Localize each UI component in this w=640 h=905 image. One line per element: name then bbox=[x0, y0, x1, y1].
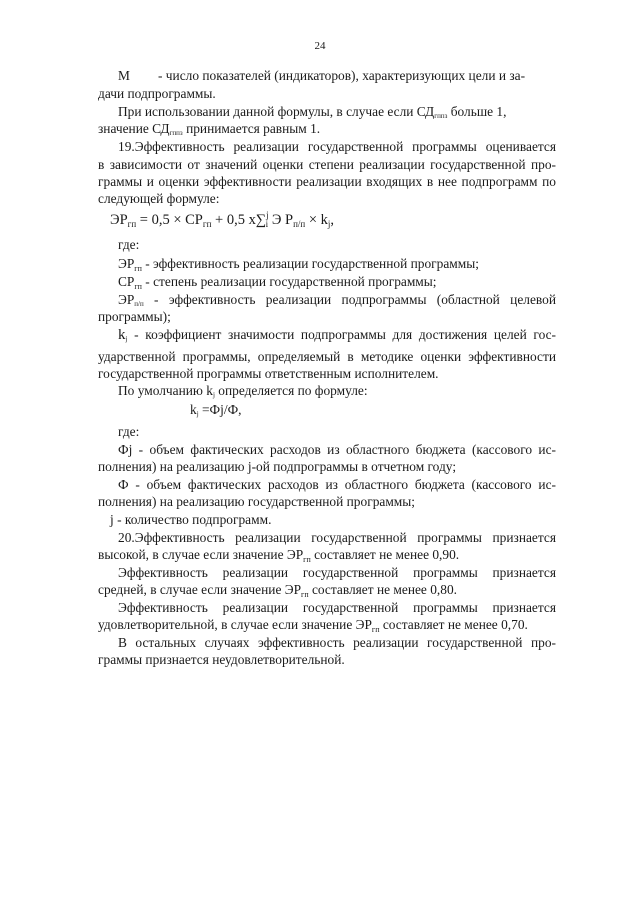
definition-line: Ф - объем фактических расходов из областного бюджета (кассового ис- bbox=[118, 477, 556, 492]
definition-line: j - количество подпрограмм. bbox=[110, 512, 272, 527]
efficiency-formula: $ЭР_{гп} = 0,5 \times СР_{гп} + 0,5$ x∑$^j_i$ Э $Р_{п/п} \times k_j$, bbox=[110, 210, 335, 229]
paragraph-19-line: 19.Эффективность реализации государственной программы оценивается bbox=[118, 139, 556, 154]
text-line: В остальных случаях эффективность реализации государственной про- bbox=[118, 635, 556, 650]
definition-line: $ЭР_{п/п}$ - эффективность реализации подпрограммы (областной целевой bbox=[118, 292, 556, 308]
text-line: следующей формуле: bbox=[98, 191, 220, 206]
definition-line: $k_j$ - коэффициент значимости подпрограммы для достижения целей гос- bbox=[118, 327, 556, 343]
text-line: ударственной программы, определяемый в методике оценки эффективности bbox=[98, 349, 556, 364]
text-line: средней, в случае если значение $ЭР_{гп}$ составляет не менее 0,80. bbox=[98, 582, 458, 599]
text-line: значение $СД_{гппз}$ принимается равным 1. bbox=[98, 121, 321, 137]
text-line bbox=[118, 68, 130, 84]
paragraph-20-line: 20.Эффективность реализации государственной программы признается bbox=[118, 530, 556, 545]
kj-formula: $k_j =Фj/Ф$, bbox=[190, 402, 242, 418]
text-line: высокой, в случае если значение $ЭР_{гп}$ составляет не менее 0,90. bbox=[98, 547, 460, 564]
definition-line: Фj - объем фактических расходов из областного бюджета (кассового ис- bbox=[118, 442, 556, 457]
text-line: При использовании данной формулы, в случае если $СД_{гппз}$ больше 1, bbox=[118, 104, 507, 120]
text-line: удовлетворительной, в случае если значение $ЭР_{гп}$ составляет не менее 0,70. bbox=[98, 617, 528, 634]
definition-line: $СР_{гп}$ - степень реализации государственной программы; bbox=[118, 274, 437, 291]
definition-line: $ЭР_{гп}$ - эффективность реализации государственной программы; bbox=[118, 256, 479, 273]
text-line: граммы и оценки эффективности реализации входящих в нее подпрограмм по bbox=[98, 174, 556, 189]
subscript: гппз bbox=[169, 129, 183, 137]
definition-m: - число показателей (индикаторов), характеризующих цели и за- bbox=[158, 68, 526, 83]
text-line: программы); bbox=[98, 309, 171, 324]
text-line: граммы признается неудовлетворительной. bbox=[98, 652, 345, 667]
text-line: полнения) на реализацию государственной программы; bbox=[98, 494, 415, 509]
symbol-m: М bbox=[118, 68, 130, 83]
text-line bbox=[158, 68, 525, 84]
subscript: гппз bbox=[434, 112, 448, 120]
text-line: Эффективность реализации государственной программы признается bbox=[118, 600, 556, 615]
text-line: где: bbox=[118, 237, 140, 252]
text-line: государственной программы ответственным исполнителем. bbox=[98, 366, 439, 381]
text-line: в зависимости от значений оценки степени реализации государственной про- bbox=[98, 157, 556, 172]
text-line: По умолчанию $k_j$ определяется по формуле: bbox=[118, 383, 368, 399]
text-line: дачи подпрограммы. bbox=[98, 86, 216, 101]
text-line: Эффективность реализации государственной программы признается bbox=[118, 565, 556, 580]
text-line: где: bbox=[118, 424, 140, 439]
text-line: полнения) на реализацию j-ой подпрограммы в отчетном году; bbox=[98, 459, 457, 474]
page-number: 24 bbox=[314, 40, 326, 52]
